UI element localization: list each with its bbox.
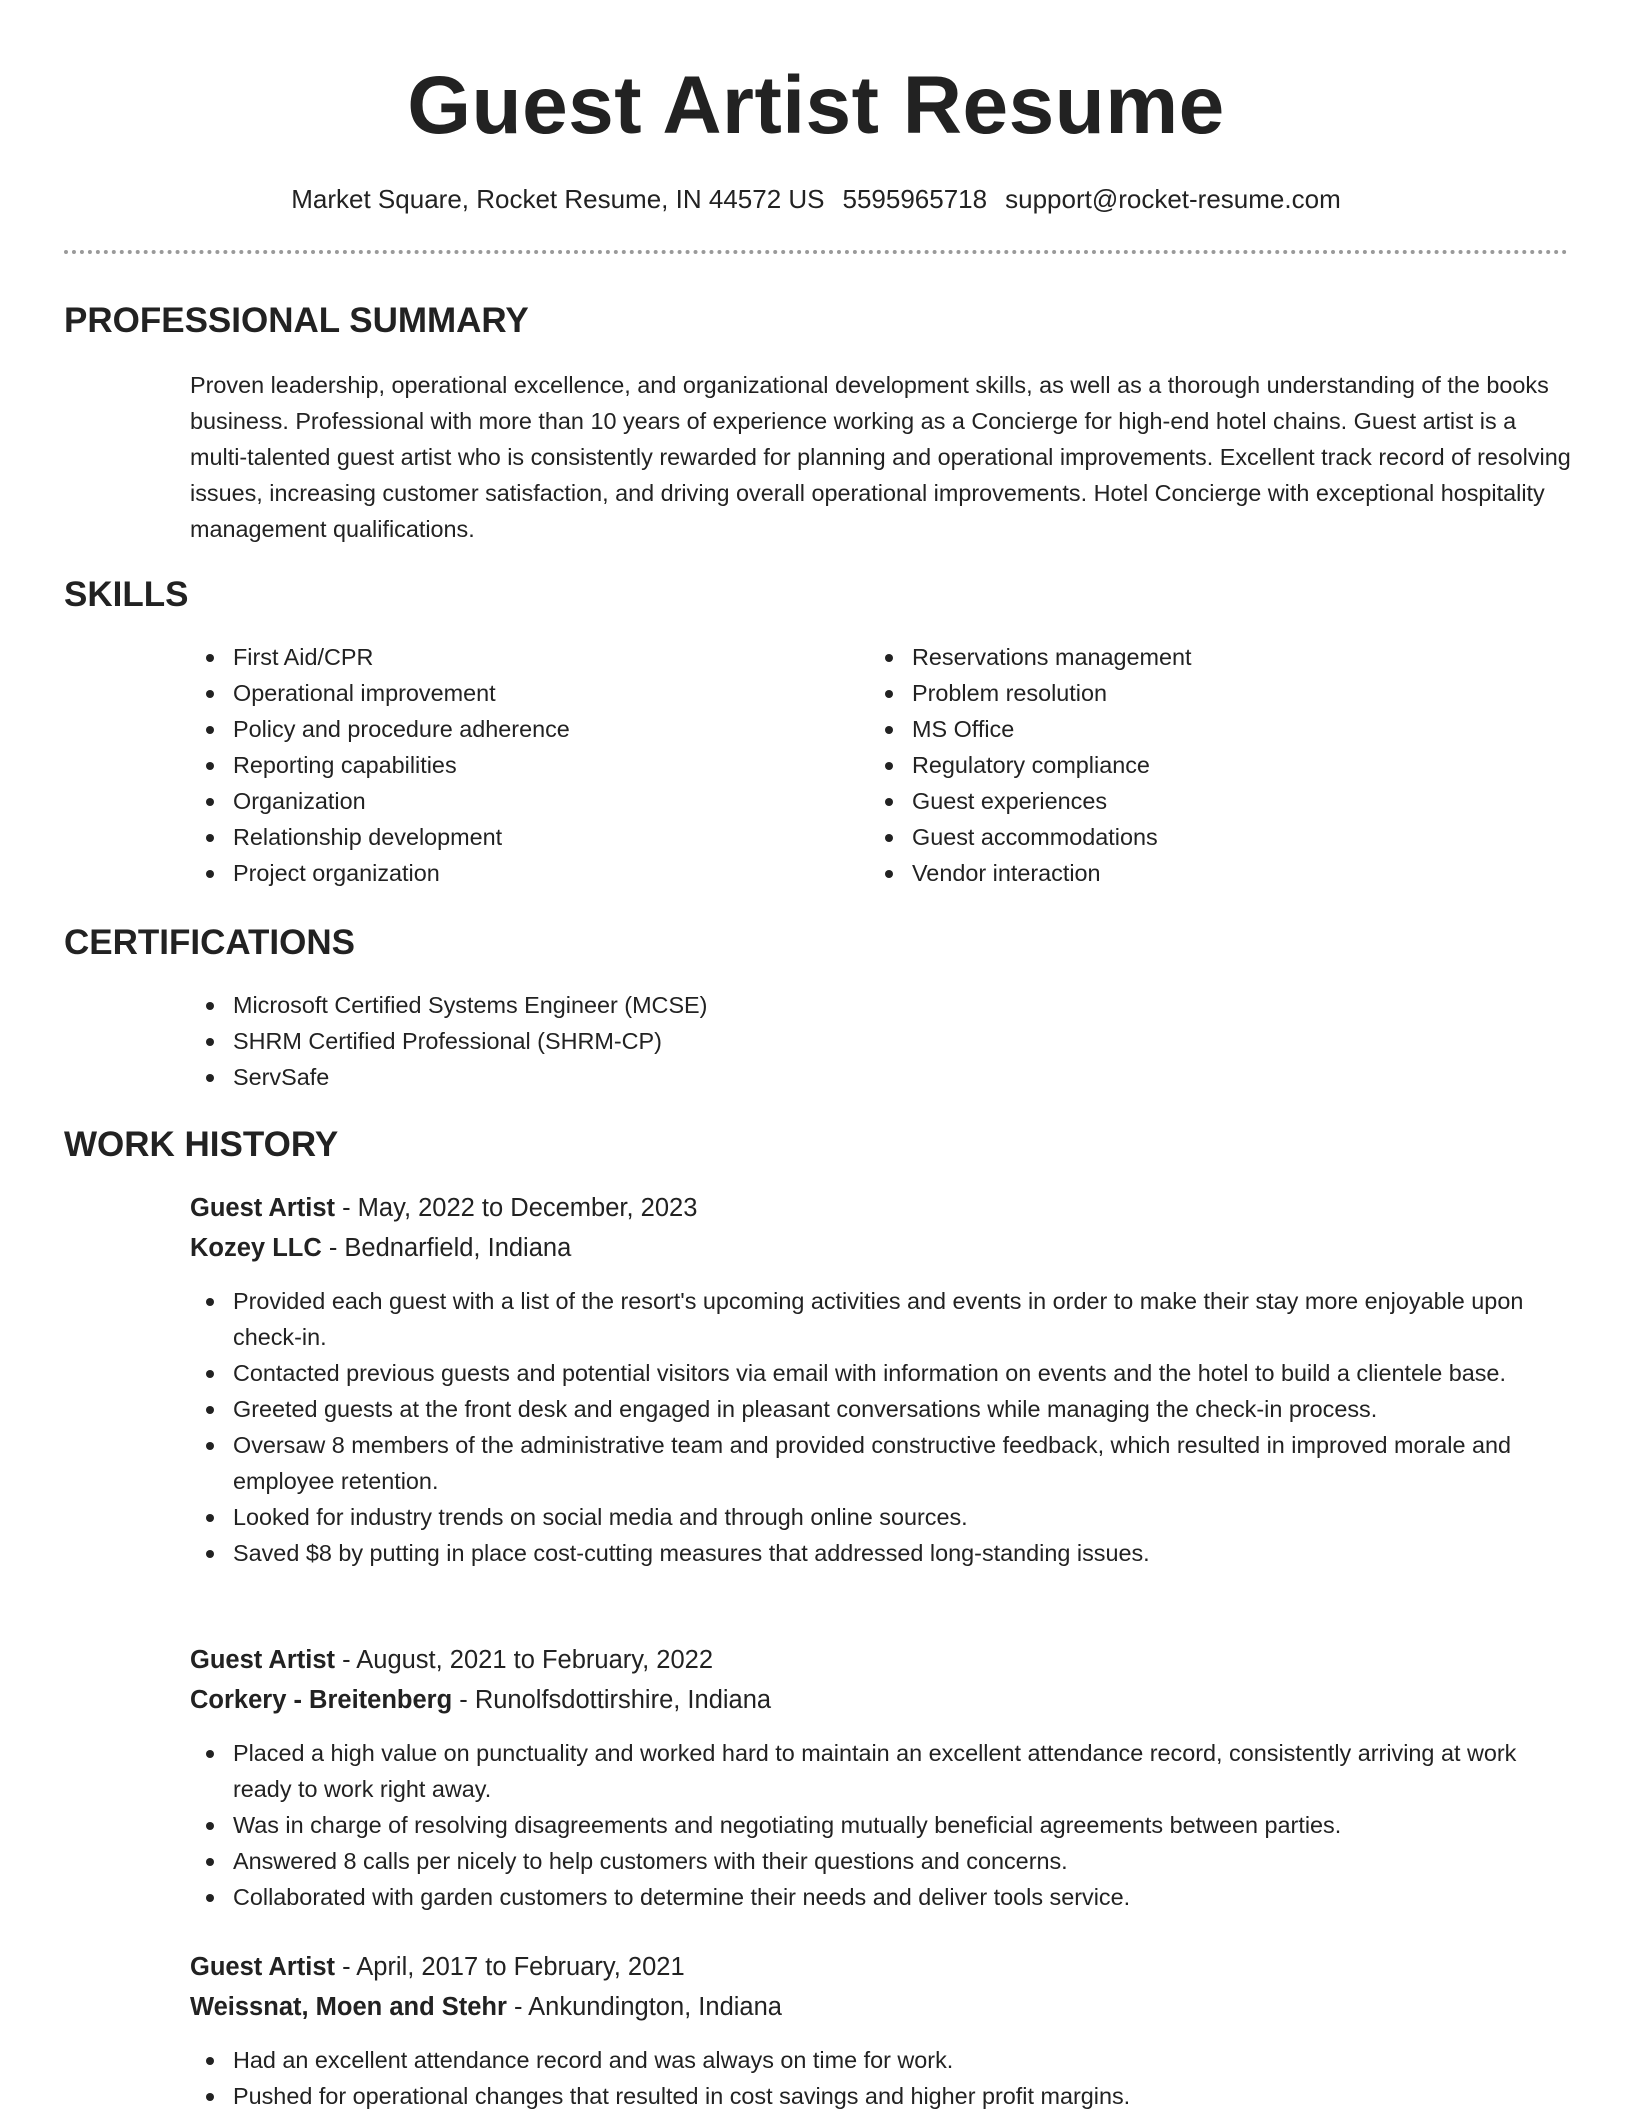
job-role: Guest Artist bbox=[190, 1953, 335, 1981]
skill-text: Guest accommodations bbox=[912, 824, 1158, 850]
bullet-text: Contacted previous guests and potential visitors via email with information on events and the hotel to build a clientele base. bbox=[233, 1360, 1506, 1386]
job-location: - Bednarfield, Indiana bbox=[321, 1234, 572, 1262]
job-company: Corkery - Breitenberg bbox=[190, 1686, 453, 1714]
job-role: Guest Artist bbox=[190, 1646, 335, 1674]
bullet-icon bbox=[885, 762, 893, 770]
job-company-line bbox=[190, 1230, 571, 1266]
skills-list-left bbox=[190, 639, 810, 891]
bullet-icon bbox=[206, 654, 214, 662]
job-dates: - April, 2017 to February, 2021 bbox=[335, 1953, 685, 1981]
list-item bbox=[190, 1807, 1575, 1843]
bullet-text: Had an excellent attendance record and was always on time for work. bbox=[233, 2047, 954, 2073]
skill-text: Policy and procedure adherence bbox=[233, 716, 570, 742]
bullet-icon bbox=[206, 726, 214, 734]
skill-text: Vendor interaction bbox=[912, 860, 1101, 886]
bullet-icon bbox=[206, 1406, 214, 1414]
job-company: Weissnat, Moen and Stehr bbox=[190, 1993, 507, 2021]
list-item bbox=[190, 2042, 1575, 2078]
header-divider bbox=[64, 250, 1568, 254]
job-location: - Ankundington, Indiana bbox=[506, 1993, 782, 2021]
list-item bbox=[869, 783, 1549, 819]
bullet-icon bbox=[885, 690, 893, 698]
list-item bbox=[190, 1391, 1575, 1427]
skill-text: Relationship development bbox=[233, 824, 503, 850]
certifications-list bbox=[190, 987, 1575, 1095]
bullet-text: Was in charge of resolving disagreements and negotiating mutually beneficial agreements between parties. bbox=[233, 1812, 1342, 1838]
job-title-line bbox=[190, 1190, 697, 1226]
skill-text: Project organization bbox=[233, 860, 440, 886]
bullet-icon bbox=[206, 1002, 214, 1010]
list-item bbox=[190, 2078, 1575, 2114]
bullet-icon bbox=[206, 690, 214, 698]
section-title-summary: PROFESSIONAL SUMMARY bbox=[64, 301, 529, 340]
list-item bbox=[190, 1283, 1575, 1355]
list-item bbox=[190, 711, 810, 747]
job-company: Kozey LLC bbox=[190, 1234, 322, 1262]
list-item bbox=[190, 1059, 1575, 1095]
job-location: - Runolfsdottirshire, Indiana bbox=[452, 1686, 772, 1714]
contact-phone: 5595965718 bbox=[842, 184, 988, 214]
bullet-icon bbox=[206, 1514, 214, 1522]
bullet-text: Collaborated with garden customers to determine their needs and deliver tools service. bbox=[233, 1884, 1131, 1910]
list-item bbox=[190, 1535, 1575, 1571]
bullet-icon bbox=[206, 1298, 214, 1306]
bullet-icon bbox=[206, 1858, 214, 1866]
list-item bbox=[190, 1735, 1575, 1807]
bullet-icon bbox=[206, 1750, 214, 1758]
certification-text: Microsoft Certified Systems Engineer (MCSE) bbox=[233, 992, 708, 1018]
list-item bbox=[190, 1427, 1575, 1499]
section-title-work-history: WORK HISTORY bbox=[64, 1125, 339, 1164]
skill-text: First Aid/CPR bbox=[233, 644, 374, 670]
bullet-text: Placed a high value on punctuality and worked hard to maintain an excellent attendance record, consistently arriving at work ready to work right away. bbox=[233, 1740, 1517, 1802]
list-item bbox=[190, 1499, 1575, 1535]
list-item bbox=[190, 1355, 1575, 1391]
skill-text: Reservations management bbox=[912, 644, 1192, 670]
bullet-text: Answered 8 calls per nicely to help customers with their questions and concerns. bbox=[233, 1848, 1068, 1874]
list-item bbox=[190, 747, 810, 783]
skill-text: Regulatory compliance bbox=[912, 752, 1150, 778]
contact-email[interactable]: support@rocket-resume.com bbox=[1005, 184, 1341, 214]
skill-text: Guest experiences bbox=[912, 788, 1108, 814]
job-title-line bbox=[190, 1642, 713, 1678]
list-item bbox=[190, 1879, 1575, 1915]
bullet-icon bbox=[206, 2093, 214, 2101]
certification-text: ServSafe bbox=[233, 1064, 330, 1090]
list-item bbox=[190, 987, 1575, 1023]
job-bullets bbox=[190, 1283, 1575, 1571]
list-item bbox=[190, 1843, 1575, 1879]
bullet-icon bbox=[206, 798, 214, 806]
list-item bbox=[869, 675, 1549, 711]
skill-text: Reporting capabilities bbox=[233, 752, 457, 778]
bullet-icon bbox=[206, 1894, 214, 1902]
list-item bbox=[190, 675, 810, 711]
bullet-icon bbox=[885, 798, 893, 806]
bullet-icon bbox=[885, 870, 893, 878]
bullet-icon bbox=[885, 726, 893, 734]
list-item bbox=[190, 819, 810, 855]
bullet-icon bbox=[206, 1550, 214, 1558]
list-item bbox=[190, 639, 810, 675]
section-title-skills: SKILLS bbox=[64, 575, 189, 614]
skill-text: Operational improvement bbox=[233, 680, 496, 706]
bullet-text: Oversaw 8 members of the administrative team and provided constructive feedback, which resulted in improved morale and employee retention. bbox=[233, 1432, 1511, 1494]
job-company-line bbox=[190, 1989, 782, 2025]
bullet-icon bbox=[206, 1442, 214, 1450]
skill-text: Problem resolution bbox=[912, 680, 1108, 706]
job-dates: - August, 2021 to February, 2022 bbox=[335, 1646, 714, 1674]
skill-text: MS Office bbox=[912, 716, 1015, 742]
summary-text: Proven leadership, operational excellence, and organizational development skills, as well as a thorough understanding of the books business. Professional with more than 10 years of experience working as a Concierge for high-end hotel chains. Guest artist is a multi-talented guest artist who is consistently rewarded for planning and operational improvements. Excellent track record of resolving issues, increasing customer satisfaction, and driving overall operational improvements. Hotel Concierge with exceptional hospitality management qualifications. bbox=[190, 372, 1571, 542]
list-item bbox=[190, 783, 810, 819]
bullet-text: Saved $8 by putting in place cost-cutting measures that addressed long-standing issues. bbox=[233, 1540, 1150, 1566]
skill-text: Organization bbox=[233, 788, 366, 814]
bullet-icon bbox=[885, 654, 893, 662]
bullet-text: Pushed for operational changes that resulted in cost savings and higher profit margins. bbox=[233, 2083, 1131, 2109]
resume-title: Guest Artist Resume bbox=[407, 60, 1225, 151]
bullet-icon bbox=[885, 834, 893, 842]
contact-address: Market Square, Rocket Resume, IN 44572 US bbox=[291, 184, 825, 214]
bullet-icon bbox=[206, 1038, 214, 1046]
list-item bbox=[190, 855, 810, 891]
list-item bbox=[190, 1023, 1575, 1059]
job-dates: - May, 2022 to December, 2023 bbox=[335, 1194, 698, 1222]
job-company-line bbox=[190, 1682, 771, 1718]
list-item bbox=[869, 747, 1549, 783]
bullet-text: Provided each guest with a list of the resort's upcoming activities and events in order to make their stay more enjoyable upon check-in. bbox=[233, 1288, 1524, 1350]
bullet-icon bbox=[206, 834, 214, 842]
skills-list-right bbox=[869, 639, 1549, 891]
bullet-text: Greeted guests at the front desk and engaged in pleasant conversations while managing the check-in process. bbox=[233, 1396, 1378, 1422]
bullet-icon bbox=[206, 1074, 214, 1082]
contact-line bbox=[0, 182, 1632, 216]
bullet-icon bbox=[206, 870, 214, 878]
list-item bbox=[869, 819, 1549, 855]
bullet-text: Looked for industry trends on social media and through online sources. bbox=[233, 1504, 968, 1530]
section-title-certifications: CERTIFICATIONS bbox=[64, 923, 356, 962]
job-role: Guest Artist bbox=[190, 1194, 335, 1222]
bullet-icon bbox=[206, 1822, 214, 1830]
bullet-icon bbox=[206, 1370, 214, 1378]
bullet-icon bbox=[206, 762, 214, 770]
list-item bbox=[869, 711, 1549, 747]
bullet-icon bbox=[206, 2057, 214, 2065]
job-bullets bbox=[190, 2042, 1575, 2114]
list-item bbox=[869, 855, 1549, 891]
job-title-line bbox=[190, 1949, 685, 1985]
list-item bbox=[869, 639, 1549, 675]
job-bullets bbox=[190, 1735, 1575, 1915]
certification-text: SHRM Certified Professional (SHRM-CP) bbox=[233, 1028, 662, 1054]
